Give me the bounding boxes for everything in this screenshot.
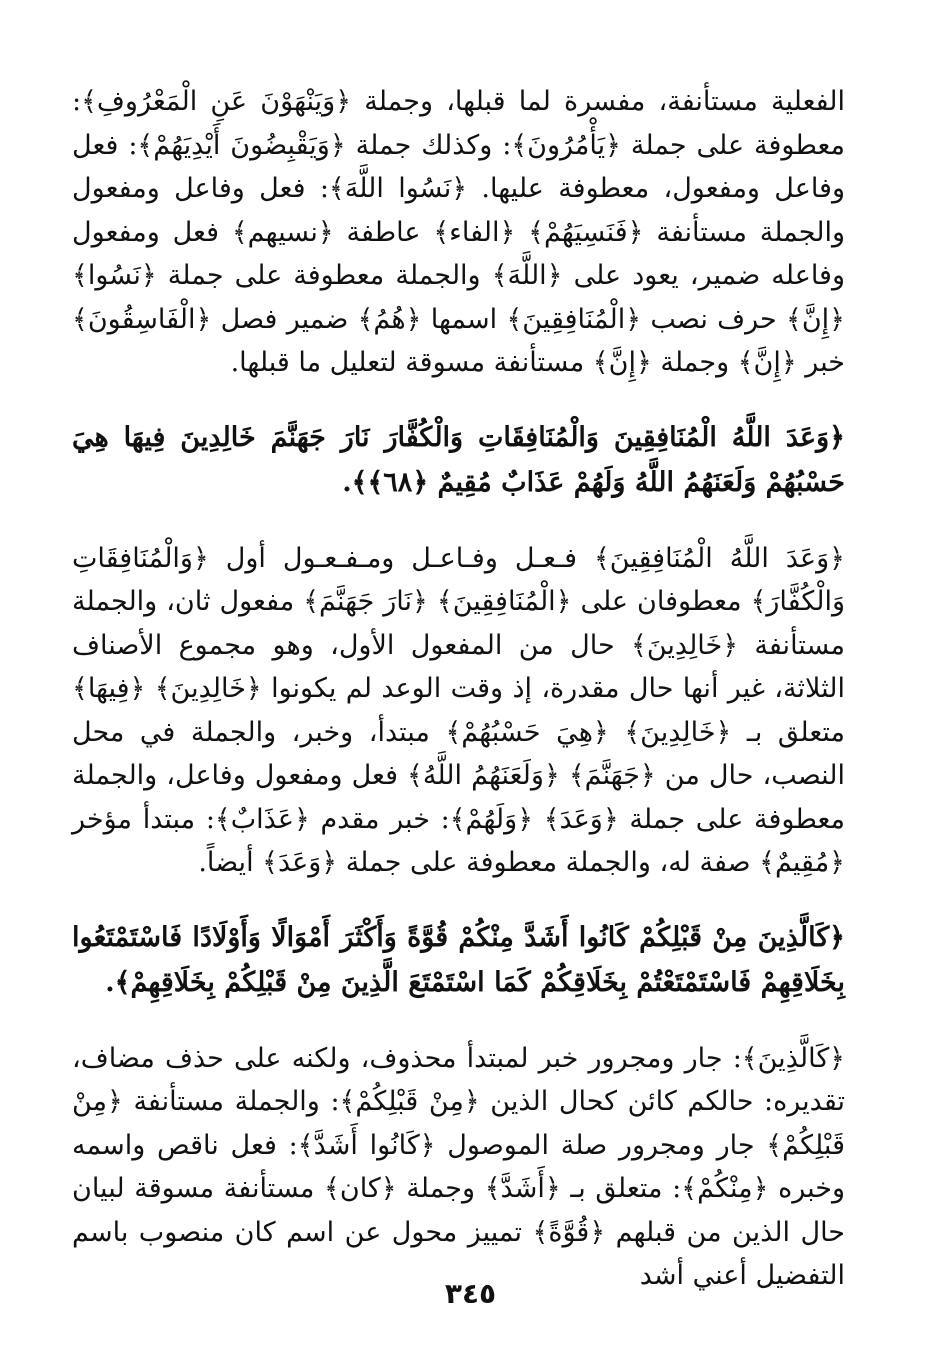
commentary-paragraph-1: الفعلية مستأنفة، مفسرة لما قبلها، وجملة ﴿وَيَنْهَوْنَ عَنِ الْمَعْرُوفِ﴾: معطوفة على جملة ﴿يَأْمُرُونَ﴾: وكذلك جملة ﴿وَيَقْبِضُونَ أَيْدِيَهُمْ﴾: فعل وفاعل ومفعول، معطوفة عليها. ﴿نَسُوا اللَّهَ﴾: فعل وفاعل ومفعول والجملة مستأنفة ﴿فَنَسِيَهُمْ﴾ ﴿الفاء﴾ عاطفة ﴿نسيهم﴾ فعل ومفعول وفاعله ضمير، يعود على ﴿اللَّهَ﴾ والجملة معطوفة على جملة ﴿نَسُوا﴾ ﴿إِنَّ﴾ حرف نصب ﴿الْمُنَافِقِينَ﴾ اسمها ﴿هُمُ﴾ ضمير فصل ﴿الْفَاسِقُونَ﴾ خبر ﴿إِنَّ﴾ وجملة ﴿إِنَّ﴾ مستأنفة مسوقة لتعليل ما قبلها. <box>72 86 845 378</box>
paragraph-gap <box>72 505 845 537</box>
paragraph-gap <box>72 1005 845 1037</box>
paragraph-gap <box>72 885 845 915</box>
page-number: ٣٤٥ <box>444 1277 497 1310</box>
quran-verse-2: ﴿كَالَّذِينَ مِنْ قَبْلِكُمْ كَانُوا أَشَدَّ مِنْكُمْ قُوَّةً وَأَكْثَرَ أَمْوَالًا وَأَوْلَادًا فَاسْتَمْتَعُوا بِخَلَاقِهِمْ فَاسْتَمْتَعْتُمْ بِخَلَاقِكُمْ كَمَا اسْتَمْتَعَ الَّذِينَ مِنْ قَبْلِكُمْ بِخَلَاقِهِمْ﴾. <box>72 921 845 998</box>
commentary-paragraph-3: ﴿كَالَّذِينَ﴾: جار ومجرور خبر لمبتدأ محذوف، ولكنه على حذف مضاف، تقديره: حالكم كائن كحال الذين ﴿مِنْ قَبْلِكُمْ﴾: والجملة مستأنفة ﴿مِنْ قَبْلِكُمْ﴾ جار ومجرور صلة الموصول ﴿كَانُوا أَشَدَّ﴾: فعل ناقص واسمه وخبره ﴿مِنْكُمْ﴾: متعلق بـ ﴿أَشَدَّ﴾ وجملة ﴿كان﴾ مستأنفة مسوقة لبيان حال الذين من قبلهم ﴿قُوَّةً﴾ تمييز محول عن اسم كان منصوب باسم التفضيل أعني أشد <box>72 1042 845 1291</box>
page-body <box>72 80 845 1306</box>
quran-verse-1: ﴿وَعَدَ اللَّهُ الْمُنَافِقِينَ وَالْمُنَافِقَاتِ وَالْكُفَّارَ نَارَ جَهَنَّمَ خَالِدِينَ فِيهَا هِيَ حَسْبُهُمْ وَلَعَنَهُمُ اللَّهُ وَلَهُمْ عَذَابٌ مُقِيمٌ ﴿٦٨﴾﴾. <box>72 421 845 498</box>
commentary-paragraph-2: ﴿وَعَدَ اللَّهُ الْمُنَافِقِينَ﴾ فـعـل وفـاعـل ومـفـعـول أول ﴿وَالْمُنَافِقَاتِ وَالْكُفَّارَ﴾ معطوفان على ﴿الْمُنَافِقِينَ﴾ ﴿نَارَ جَهَنَّمَ﴾ مفعول ثان، والجملة مستأنفة ﴿خَالِدِينَ﴾ حال من المفعول الأول، وهو مجموع الأصناف الثلاثة، غير أنها حال مقدرة، إذ وقت الوعد لم يكونوا ﴿خَالِدِينَ﴾ ﴿فِيهَا﴾ متعلق بـ ﴿خَالِدِينَ﴾ ﴿هِيَ حَسْبُهُمْ﴾ مبتدأ، وخبر، والجملة في محل النصب، حال من ﴿جَهَنَّمَ﴾ ﴿وَلَعَنَهُمُ اللَّهُ﴾ فعل ومفعول وفاعل، والجملة معطوفة على جملة ﴿وَعَدَ﴾ ﴿وَلَهُمْ﴾: خبر مقدم ﴿عَذَابٌ﴾: مبتدأ مؤخر ﴿مُقِيمٌ﴾ صفة له، والجملة معطوفة على جملة ﴿وَعَدَ﴾ أيضاً. <box>72 542 845 878</box>
paragraph-gap <box>72 385 845 415</box>
